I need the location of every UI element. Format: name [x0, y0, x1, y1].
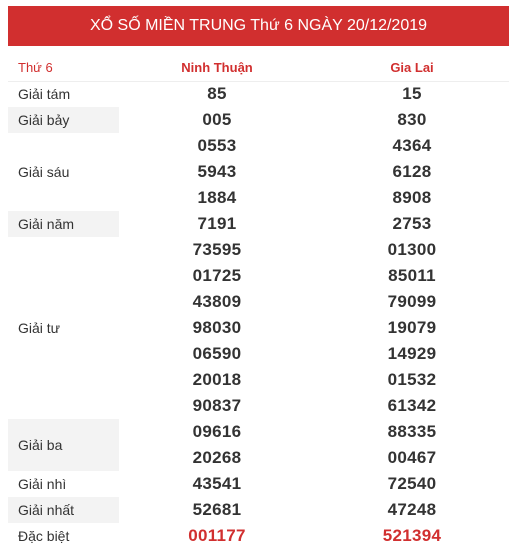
prize-label: Giải nhì — [18, 476, 67, 492]
table-row — [8, 237, 509, 263]
prize-number: 19079 — [387, 318, 437, 337]
table-row — [8, 107, 509, 133]
prize-number: 6128 — [392, 162, 432, 181]
prize-number: 43809 — [192, 292, 242, 311]
prize-number: 61342 — [387, 396, 437, 415]
prize-number: 01300 — [387, 240, 437, 259]
prize-label: Giải bảy — [8, 107, 119, 133]
table-row — [8, 497, 509, 523]
prize-number: 72540 — [387, 474, 437, 493]
prize-number: 7191 — [197, 214, 237, 233]
prize-number: 1884 — [197, 188, 237, 207]
prize-number: 09616 — [192, 422, 242, 441]
prize-label: Giải tám — [18, 86, 71, 103]
prize-number: 01532 — [387, 370, 437, 389]
table-row — [8, 471, 509, 497]
prize-number: 2753 — [392, 214, 432, 233]
table-row — [8, 81, 509, 107]
special-prize-number: 521394 — [382, 526, 442, 545]
prize-number: 20268 — [192, 448, 242, 467]
prize-number: 00467 — [387, 448, 437, 467]
prize-label: Giải ba — [8, 419, 119, 471]
prize-number: 01725 — [192, 266, 242, 285]
prize-number: 8908 — [392, 188, 432, 207]
prize-number: 43541 — [192, 474, 242, 493]
prize-number: 4364 — [392, 136, 432, 155]
prize-number: 90837 — [192, 396, 242, 415]
province-gia-lai[interactable]: Gia Lai — [315, 55, 509, 81]
province-ninh-thuan[interactable]: Ninh Thuận — [119, 55, 315, 81]
prize-number: 85011 — [388, 266, 436, 285]
results-body — [8, 55, 509, 549]
prize-number: 20018 — [192, 370, 242, 389]
prize-number: 52681 — [192, 500, 242, 519]
prize-label: Giải tư — [18, 320, 61, 336]
special-prize-number: 001177 — [188, 526, 246, 545]
table-row — [8, 523, 509, 549]
table-row — [8, 419, 509, 445]
results-table — [8, 55, 509, 549]
prize-number: 830 — [397, 110, 427, 129]
prize-label: Giải năm — [8, 211, 119, 237]
day-label: Thứ 6 — [8, 55, 119, 81]
prize-number: 005 — [202, 110, 232, 129]
prize-label: Giải sáu — [18, 164, 70, 180]
prize-label: Đặc biệt — [18, 528, 70, 544]
table-row — [8, 133, 509, 159]
prize-number: 5943 — [197, 162, 237, 181]
prize-number: 88335 — [387, 422, 437, 441]
prize-number: 98030 — [192, 318, 242, 337]
table-header-row — [8, 55, 509, 81]
table-row — [8, 211, 509, 237]
page-title: XỔ SỐ MIỀN TRUNG Thứ 6 NGÀY 20/12/2019 — [8, 6, 509, 46]
prize-number: 79099 — [387, 292, 437, 311]
prize-number: 0553 — [197, 136, 237, 155]
prize-label: Giải nhất — [8, 497, 119, 523]
prize-number: 47248 — [387, 500, 437, 519]
prize-number: 73595 — [192, 240, 242, 259]
prize-number: 14929 — [387, 344, 437, 363]
prize-number: 85 — [207, 84, 227, 104]
prize-number: 06590 — [192, 344, 242, 363]
prize-number: 15 — [402, 84, 422, 104]
